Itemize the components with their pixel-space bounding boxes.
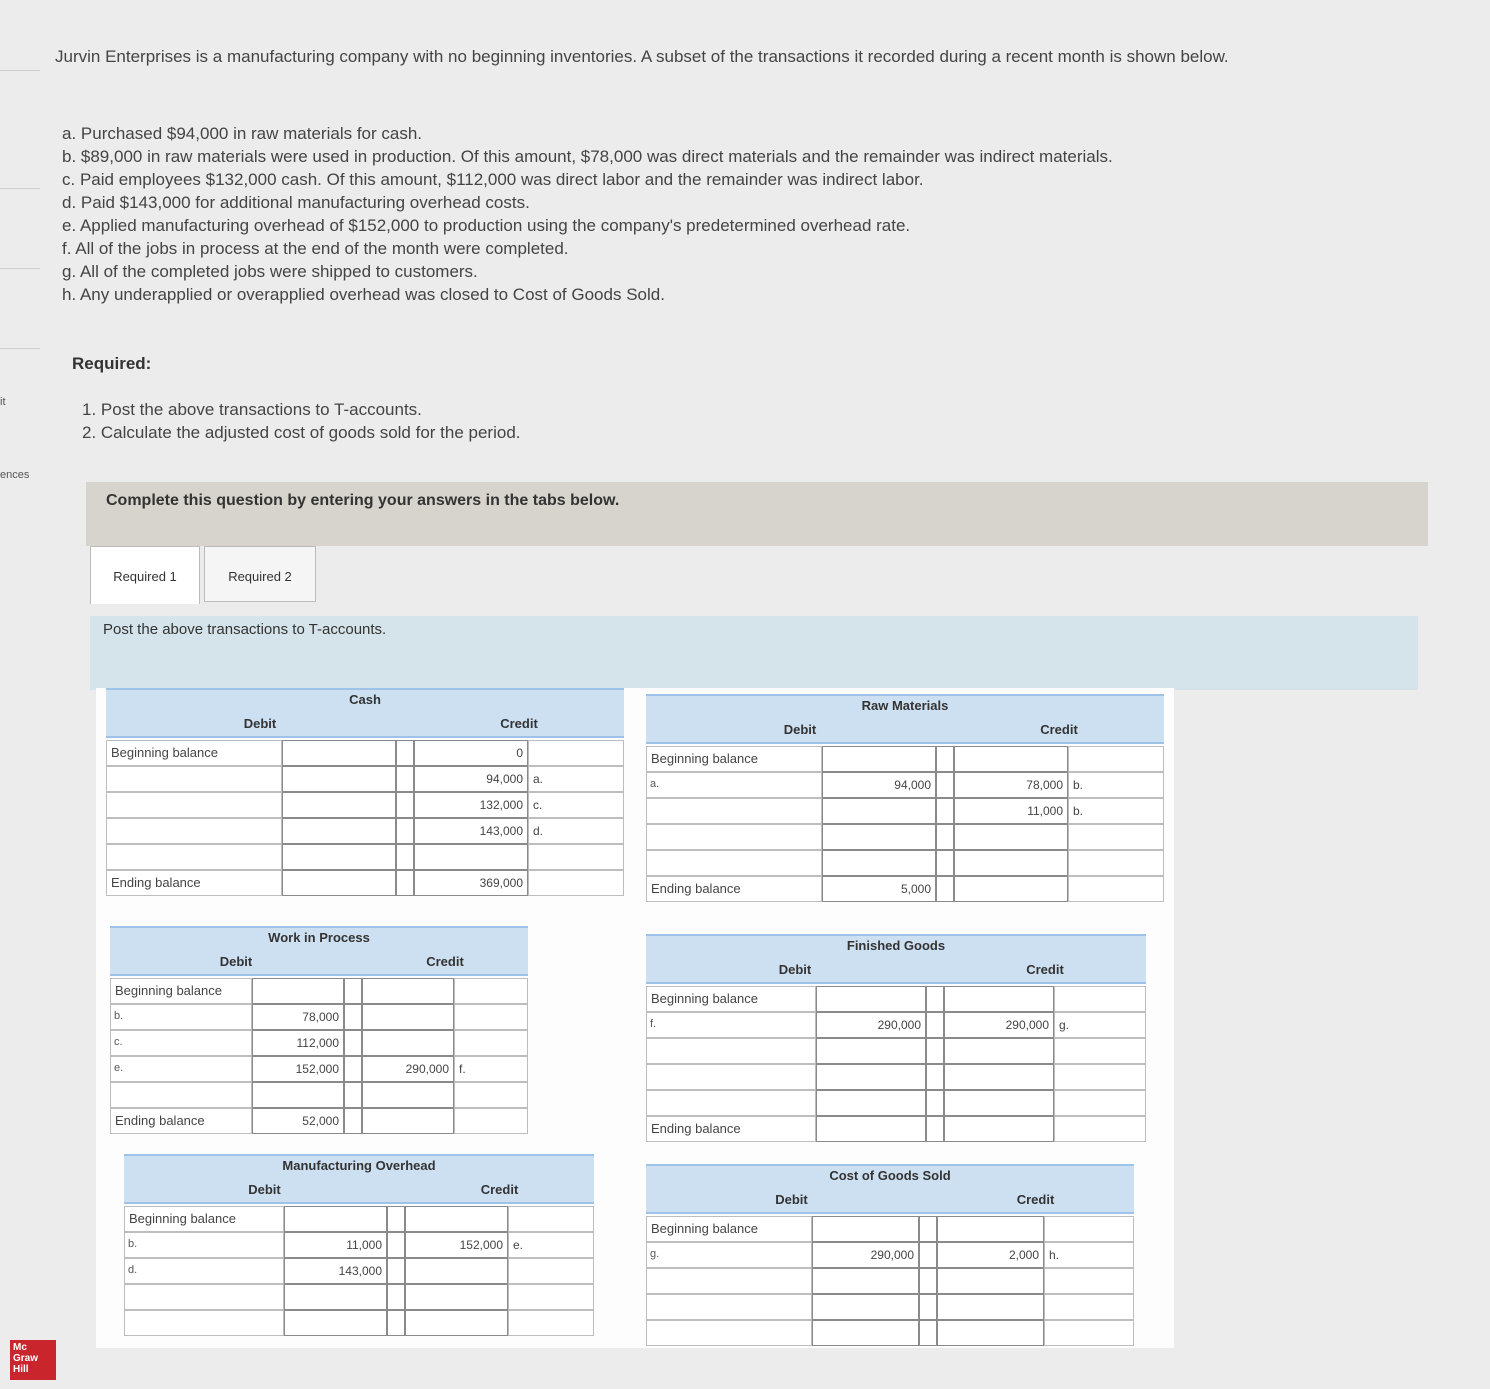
row-label-input[interactable]: Beginning balance — [646, 986, 816, 1012]
debit-ref — [648, 1064, 664, 1090]
transaction-item: h. Any underapplied or overapplied overhead was closed to Cost of Goods Sold. — [62, 285, 665, 304]
row-label-input[interactable] — [124, 1284, 284, 1310]
credit-amount-input[interactable] — [362, 1004, 454, 1030]
row-label-input[interactable] — [646, 1242, 812, 1268]
credit-header: Credit — [944, 956, 1146, 984]
credit-amount-input[interactable]: 78,000 — [954, 772, 1068, 798]
credit-ref-input[interactable]: d. — [528, 818, 624, 844]
transaction-item: f. All of the jobs in process at the end of the month were completed. — [62, 239, 569, 258]
row-label-input[interactable] — [106, 792, 282, 818]
debit-amount-input[interactable]: 112,000 — [252, 1030, 344, 1056]
debit-ref — [648, 850, 664, 876]
debit-ref — [112, 978, 128, 1004]
credit-ref-input[interactable] — [508, 1206, 594, 1232]
credit-ref-input[interactable] — [528, 844, 624, 870]
credit-ref-input[interactable] — [1054, 1090, 1146, 1116]
debit-ref: c. — [114, 1036, 123, 1048]
t-account-row — [646, 986, 1146, 1012]
row-label-input[interactable] — [646, 824, 822, 850]
row-label-input[interactable] — [646, 1268, 812, 1294]
debit-ref: f. — [650, 1018, 657, 1030]
credit-ref-input[interactable]: a. — [528, 766, 624, 792]
t-account-row — [646, 1012, 1146, 1038]
debit-ref-input[interactable] — [919, 1242, 937, 1268]
debit-header: Debit — [646, 716, 954, 744]
debit-ref — [648, 1090, 664, 1116]
transaction-item: e. Applied manufacturing overhead of $152,000 to production using the company's predetermined overhead rate. — [62, 216, 911, 235]
t-account-row — [106, 766, 624, 792]
credit-amount-input[interactable] — [937, 1268, 1044, 1294]
debit-ref-input[interactable] — [396, 844, 414, 870]
credit-amount-input[interactable] — [944, 986, 1054, 1012]
row-label-input[interactable]: Beginning balance — [646, 1216, 812, 1242]
credit-ref-input[interactable] — [1054, 986, 1146, 1012]
t-account-row — [110, 978, 528, 1004]
debit-amount-input[interactable]: 290,000 — [816, 1012, 926, 1038]
row-label-input[interactable] — [124, 1310, 284, 1336]
row-label-input[interactable] — [106, 766, 282, 792]
credit-amount-input[interactable]: 11,000 — [954, 798, 1068, 824]
transaction-item: a. Purchased $94,000 in raw materials for cash. — [62, 124, 423, 143]
credit-ref-input[interactable] — [1068, 746, 1164, 772]
row-label-input[interactable]: Ending balance — [646, 1116, 816, 1142]
t-account-row — [124, 1284, 594, 1310]
t-account-row — [106, 844, 624, 870]
debit-ref-input[interactable] — [936, 850, 954, 876]
debit-amount-input[interactable] — [252, 1082, 344, 1108]
debit-ref-input[interactable] — [344, 978, 362, 1004]
debit-amount-input[interactable] — [282, 844, 396, 870]
credit-amount-input[interactable] — [937, 1320, 1044, 1346]
credit-ref-input[interactable] — [1054, 1116, 1146, 1142]
t-account-row — [106, 792, 624, 818]
debit-ref-input[interactable] — [936, 746, 954, 772]
debit-ref-input[interactable] — [919, 1216, 937, 1242]
debit-ref-input[interactable] — [396, 792, 414, 818]
debit-ref — [112, 1082, 128, 1108]
t-account-row — [646, 1242, 1134, 1268]
mcgraw-hill-logo: Mc Graw Hill — [10, 1340, 56, 1380]
debit-ref-input[interactable] — [926, 1038, 944, 1064]
instructions-banner — [86, 482, 1428, 546]
debit-amount-input[interactable] — [252, 978, 344, 1004]
credit-ref-input[interactable]: f. — [454, 1056, 528, 1082]
credit-amount-input[interactable] — [362, 1030, 454, 1056]
credit-amount-input[interactable] — [405, 1206, 508, 1232]
debit-ref — [648, 1038, 664, 1064]
tab-instructions — [90, 616, 1418, 690]
t-account-row — [646, 824, 1164, 850]
debit-amount-input[interactable]: 5,000 — [822, 876, 936, 902]
debit-ref-input[interactable] — [936, 772, 954, 798]
credit-amount-input[interactable] — [937, 1294, 1044, 1320]
debit-amount-input[interactable]: 94,000 — [822, 772, 936, 798]
debit-ref-input[interactable] — [936, 876, 954, 902]
debit-amount-input[interactable] — [822, 850, 936, 876]
sidebar-divider — [0, 70, 40, 71]
credit-ref-input[interactable]: b. — [1068, 772, 1164, 798]
t-account-row — [124, 1232, 594, 1258]
credit-ref-input[interactable] — [508, 1284, 594, 1310]
debit-ref-input[interactable] — [926, 1090, 944, 1116]
credit-amount-input[interactable]: 369,000 — [414, 870, 528, 896]
credit-ref-input[interactable] — [454, 1082, 528, 1108]
credit-ref-input[interactable] — [1044, 1294, 1134, 1320]
credit-amount-input[interactable] — [944, 1064, 1054, 1090]
debit-ref — [108, 870, 124, 896]
credit-amount-input[interactable] — [944, 1038, 1054, 1064]
debit-ref-input[interactable] — [344, 1108, 362, 1134]
debit-amount-input[interactable] — [282, 818, 396, 844]
sidebar-divider — [0, 188, 40, 189]
row-label-input[interactable]: Beginning balance — [110, 978, 252, 1004]
debit-ref-input[interactable] — [387, 1258, 405, 1284]
requirements-list — [82, 398, 521, 444]
row-label-input[interactable] — [646, 772, 822, 798]
problem-statement: Jurvin Enterprises is a manufacturing company with no beginning inventories. A subset of the transactions it recorded during a recent month is shown below. — [55, 47, 1229, 66]
debit-ref — [126, 1310, 142, 1336]
row-label-input[interactable] — [646, 1038, 816, 1064]
t-account-row — [124, 1258, 594, 1284]
t-account-row — [110, 1030, 528, 1056]
credit-amount-input[interactable] — [405, 1284, 508, 1310]
row-label-input[interactable] — [646, 1320, 812, 1346]
credit-amount-input[interactable]: 94,000 — [414, 766, 528, 792]
credit-ref-input[interactable] — [508, 1310, 594, 1336]
debit-ref — [648, 1216, 664, 1242]
credit-amount-input[interactable] — [405, 1310, 508, 1336]
debit-ref — [108, 818, 124, 844]
row-label-input[interactable] — [646, 798, 822, 824]
debit-amount-input[interactable]: 52,000 — [252, 1108, 344, 1134]
t-account-row — [646, 1038, 1146, 1064]
debit-ref-input[interactable] — [396, 818, 414, 844]
t-account-title: Manufacturing Overhead — [124, 1154, 594, 1176]
debit-ref — [126, 1206, 142, 1232]
credit-amount-input[interactable] — [362, 978, 454, 1004]
credit-ref-input[interactable] — [1044, 1320, 1134, 1346]
t-account-row — [124, 1206, 594, 1232]
debit-header: Debit — [646, 956, 944, 984]
debit-ref-input[interactable] — [387, 1232, 405, 1258]
credit-amount-input[interactable]: 290,000 — [944, 1012, 1054, 1038]
debit-amount-input[interactable] — [812, 1320, 919, 1346]
debit-amount-input[interactable] — [816, 1116, 926, 1142]
transaction-item: d. Paid $143,000 for additional manufacturing overhead costs. — [62, 193, 530, 212]
transaction-list — [62, 122, 1242, 306]
credit-ref-input[interactable] — [508, 1258, 594, 1284]
credit-ref-input[interactable]: g. — [1054, 1012, 1146, 1038]
t-account-title: Cost of Goods Sold — [646, 1164, 1134, 1186]
t-account-row — [646, 1090, 1146, 1116]
credit-ref-input[interactable]: h. — [1044, 1242, 1134, 1268]
credit-header: Credit — [362, 948, 528, 976]
credit-amount-input[interactable]: 152,000 — [405, 1232, 508, 1258]
credit-amount-input[interactable] — [414, 844, 528, 870]
t-account-row — [646, 1216, 1134, 1242]
credit-ref-input[interactable] — [1068, 824, 1164, 850]
required-heading: Required: — [72, 354, 152, 373]
row-label-input[interactable] — [124, 1232, 284, 1258]
requirement-item: 1. Post the above transactions to T-accounts. — [82, 400, 422, 419]
credit-amount-input[interactable]: 143,000 — [414, 818, 528, 844]
credit-amount-input[interactable] — [954, 824, 1068, 850]
credit-ref-input[interactable] — [1044, 1268, 1134, 1294]
debit-ref: a. — [650, 778, 660, 790]
credit-header: Credit — [937, 1186, 1134, 1214]
credit-amount-input[interactable] — [405, 1258, 508, 1284]
credit-amount-input[interactable] — [362, 1108, 454, 1134]
debit-ref-input[interactable] — [344, 1004, 362, 1030]
credit-ref-input[interactable]: e. — [508, 1232, 594, 1258]
row-label-input[interactable] — [110, 1056, 252, 1082]
debit-ref-input[interactable] — [387, 1284, 405, 1310]
row-label-input[interactable]: Beginning balance — [106, 740, 282, 766]
row-label-input[interactable] — [646, 1090, 816, 1116]
sidebar-divider — [0, 348, 40, 349]
t-account-row — [646, 772, 1164, 798]
debit-amount-input[interactable] — [822, 798, 936, 824]
row-label-input[interactable]: Beginning balance — [646, 746, 822, 772]
t-account-title: Raw Materials — [646, 694, 1164, 716]
credit-header: Credit — [954, 716, 1164, 744]
debit-ref: e. — [114, 1062, 124, 1074]
debit-ref-input[interactable] — [396, 740, 414, 766]
row-label-input[interactable]: Ending balance — [646, 876, 822, 902]
credit-ref-input[interactable] — [454, 1108, 528, 1134]
debit-amount-input[interactable] — [816, 1090, 926, 1116]
tab-required-2[interactable]: Required 2 — [204, 546, 316, 602]
credit-ref-input[interactable]: b. — [1068, 798, 1164, 824]
debit-ref-input[interactable] — [926, 1012, 944, 1038]
debit-ref: g. — [650, 1248, 660, 1260]
instructions-text: Complete this question by entering your answers in the tabs below. — [106, 492, 620, 509]
credit-ref-input[interactable] — [454, 978, 528, 1004]
credit-ref-input[interactable] — [1068, 876, 1164, 902]
t-account-row — [646, 1064, 1146, 1090]
debit-ref — [108, 792, 124, 818]
transaction-item: b. $89,000 in raw materials were used in production. Of this amount, $78,000 was direct materials and the remainder was indirect materials. — [62, 147, 1113, 166]
t-account-row — [646, 876, 1164, 902]
debit-ref-input[interactable] — [396, 870, 414, 896]
row-label-input[interactable] — [106, 818, 282, 844]
debit-ref — [108, 844, 124, 870]
t-account-row — [106, 870, 624, 896]
debit-ref-input[interactable] — [936, 824, 954, 850]
tab-required-1[interactable]: Required 1 — [90, 546, 200, 604]
t-account-row — [110, 1056, 528, 1082]
t-account-row — [646, 1320, 1134, 1346]
debit-amount-input[interactable] — [816, 1064, 926, 1090]
debit-ref-input[interactable] — [926, 986, 944, 1012]
debit-ref — [648, 986, 664, 1012]
credit-ref-input[interactable] — [1054, 1064, 1146, 1090]
sidebar-label: ences — [0, 469, 30, 481]
t-account-row — [124, 1310, 594, 1336]
row-label-input[interactable]: Beginning balance — [124, 1206, 284, 1232]
debit-amount-input[interactable] — [812, 1216, 919, 1242]
debit-ref: b. — [114, 1010, 124, 1022]
credit-ref-input[interactable] — [454, 1030, 528, 1056]
credit-ref-input[interactable]: c. — [528, 792, 624, 818]
credit-amount-input[interactable] — [944, 1116, 1054, 1142]
debit-ref: d. — [128, 1264, 138, 1276]
debit-amount-input[interactable] — [822, 746, 936, 772]
credit-amount-input[interactable]: 132,000 — [414, 792, 528, 818]
t-account-row — [646, 798, 1164, 824]
debit-ref-input[interactable] — [344, 1030, 362, 1056]
t-account-row — [110, 1108, 528, 1134]
requirement-item: 2. Calculate the adjusted cost of goods sold for the period. — [82, 423, 521, 442]
debit-ref-input[interactable] — [387, 1310, 405, 1336]
debit-ref-input[interactable] — [344, 1056, 362, 1082]
t-account-row — [110, 1004, 528, 1030]
row-label-input[interactable] — [110, 1082, 252, 1108]
debit-amount-input[interactable] — [282, 740, 396, 766]
credit-amount-input[interactable] — [937, 1216, 1044, 1242]
t-account-row — [646, 1294, 1134, 1320]
t-account-title: Work in Process — [110, 926, 528, 948]
debit-ref — [112, 1108, 128, 1134]
row-label-input[interactable] — [106, 844, 282, 870]
debit-amount-input[interactable] — [282, 792, 396, 818]
row-label-input[interactable] — [646, 1294, 812, 1320]
debit-ref-input[interactable] — [936, 798, 954, 824]
credit-amount-input[interactable]: 290,000 — [362, 1056, 454, 1082]
debit-ref — [108, 740, 124, 766]
sidebar-label: it — [0, 396, 6, 408]
t-account-row — [646, 1268, 1134, 1294]
debit-ref — [648, 824, 664, 850]
debit-ref — [648, 1294, 664, 1320]
t-account-row — [646, 1116, 1146, 1142]
credit-ref-input[interactable] — [1068, 850, 1164, 876]
debit-ref — [648, 746, 664, 772]
t-account-row — [106, 818, 624, 844]
credit-amount-input[interactable] — [954, 746, 1068, 772]
row-label-input[interactable] — [646, 1064, 816, 1090]
credit-amount-input[interactable]: 0 — [414, 740, 528, 766]
t-account-row — [110, 1082, 528, 1108]
debit-amount-input[interactable] — [812, 1294, 919, 1320]
transaction-item: g. All of the completed jobs were shipped to customers. — [62, 262, 478, 281]
debit-ref-input[interactable] — [926, 1064, 944, 1090]
debit-ref — [648, 876, 664, 902]
credit-amount-input[interactable] — [954, 850, 1068, 876]
debit-ref-input[interactable] — [919, 1294, 937, 1320]
debit-amount-input[interactable] — [282, 870, 396, 896]
debit-header: Debit — [106, 710, 414, 738]
row-label-input[interactable]: Ending balance — [110, 1108, 252, 1134]
debit-ref-input[interactable] — [396, 766, 414, 792]
credit-header: Credit — [405, 1176, 594, 1204]
row-label-input[interactable]: Ending balance — [106, 870, 282, 896]
debit-amount-input[interactable] — [816, 986, 926, 1012]
debit-ref — [108, 766, 124, 792]
debit-header: Debit — [124, 1176, 405, 1204]
debit-ref — [648, 798, 664, 824]
debit-header: Debit — [110, 948, 362, 976]
debit-ref-input[interactable] — [344, 1082, 362, 1108]
transaction-item: c. Paid employees $132,000 cash. Of this amount, $112,000 was direct labor and the remainder was indirect labor. — [62, 170, 924, 189]
debit-amount-input[interactable] — [812, 1268, 919, 1294]
debit-amount-input[interactable] — [282, 766, 396, 792]
debit-ref-input[interactable] — [919, 1268, 937, 1294]
credit-ref-input[interactable] — [528, 870, 624, 896]
debit-ref — [648, 1268, 664, 1294]
debit-amount-input[interactable] — [284, 1310, 387, 1336]
credit-ref-input[interactable] — [1044, 1216, 1134, 1242]
debit-amount-input[interactable]: 11,000 — [284, 1232, 387, 1258]
t-account-row — [646, 746, 1164, 772]
debit-amount-input[interactable]: 143,000 — [284, 1258, 387, 1284]
t-account-row — [106, 740, 624, 766]
debit-ref-input[interactable] — [387, 1206, 405, 1232]
debit-amount-input[interactable] — [284, 1284, 387, 1310]
row-label-input[interactable] — [110, 1004, 252, 1030]
t-accounts-area — [96, 688, 1174, 1348]
row-label-input[interactable] — [646, 850, 822, 876]
tab-instructions-text: Post the above transactions to T-accounts. — [103, 621, 387, 638]
debit-amount-input[interactable] — [284, 1206, 387, 1232]
row-label-input[interactable] — [124, 1258, 284, 1284]
debit-amount-input[interactable] — [816, 1038, 926, 1064]
debit-ref — [648, 1320, 664, 1346]
debit-ref-input[interactable] — [926, 1116, 944, 1142]
sidebar-divider — [0, 268, 40, 269]
row-label-input[interactable] — [646, 1012, 816, 1038]
debit-ref — [126, 1284, 142, 1310]
debit-ref: b. — [128, 1238, 138, 1250]
t-account-title: Finished Goods — [646, 934, 1146, 956]
t-account-row — [646, 850, 1164, 876]
debit-amount-input[interactable] — [822, 824, 936, 850]
debit-header: Debit — [646, 1186, 937, 1214]
debit-amount-input[interactable]: 152,000 — [252, 1056, 344, 1082]
credit-ref-input[interactable] — [528, 740, 624, 766]
row-label-input[interactable] — [110, 1030, 252, 1056]
credit-amount-input[interactable] — [362, 1082, 454, 1108]
credit-header: Credit — [414, 710, 624, 738]
debit-amount-input[interactable]: 78,000 — [252, 1004, 344, 1030]
credit-ref-input[interactable] — [454, 1004, 528, 1030]
debit-ref-input[interactable] — [919, 1320, 937, 1346]
debit-ref — [648, 1116, 664, 1142]
credit-amount-input[interactable] — [954, 876, 1068, 902]
credit-ref-input[interactable] — [1054, 1038, 1146, 1064]
credit-amount-input[interactable] — [944, 1090, 1054, 1116]
debit-amount-input[interactable]: 290,000 — [812, 1242, 919, 1268]
t-account-title: Cash — [106, 688, 624, 710]
credit-amount-input[interactable]: 2,000 — [937, 1242, 1044, 1268]
